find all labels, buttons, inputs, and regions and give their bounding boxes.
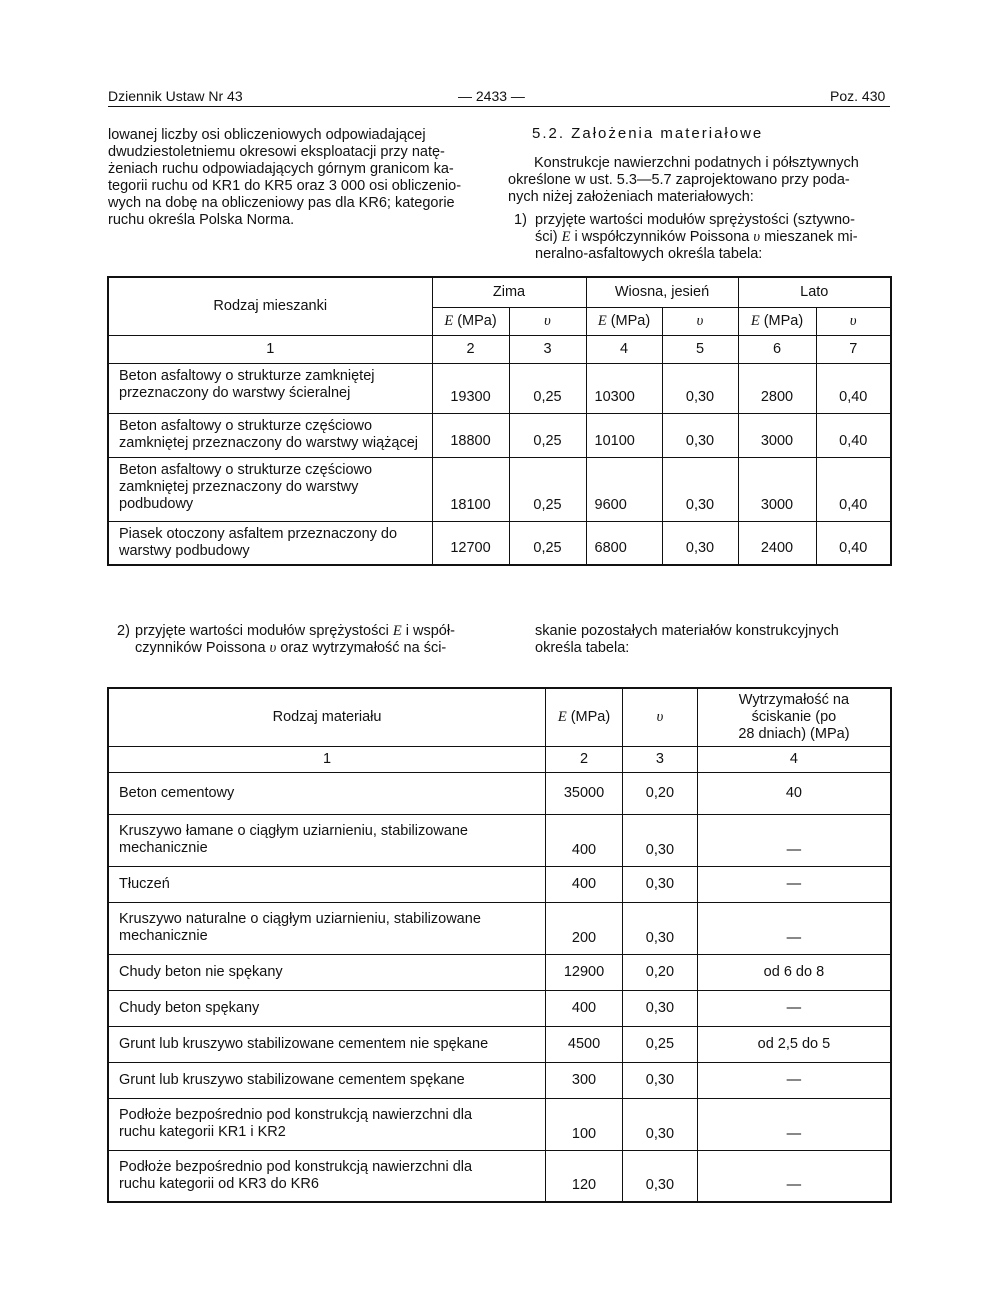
cell-e: 120	[546, 1150, 623, 1202]
text-span: i współ-	[401, 623, 455, 639]
text-line: lowanej liczby osi obliczeniowych odpowiadającej	[108, 127, 426, 143]
text-line: skanie pozostałych materiałów konstrukcyjnych	[535, 623, 839, 639]
cell-nu: 0,20	[622, 772, 697, 814]
text-line: żeniach ruchu odpowiadających górnym granicom ka-	[108, 161, 454, 177]
col-header-material-type: Rodzaj materiału	[108, 688, 546, 746]
cell-strength: —	[697, 902, 891, 954]
cell-nu: 0,25	[509, 457, 586, 521]
column-number: 1	[108, 335, 432, 363]
col-header-nu: υ	[662, 307, 738, 335]
column-number: 1	[108, 746, 546, 772]
cell-e: 400	[546, 990, 623, 1026]
text-line	[535, 229, 890, 246]
row-label: Podłoże bezpośrednio pod konstrukcją nawierzchni dla ruchu kategorii od KR3 do KR6	[108, 1150, 546, 1202]
unit-label: (MPa)	[606, 312, 651, 329]
symbol-e: E	[444, 312, 454, 329]
cell-nu: 0,30	[662, 413, 738, 457]
cell-e: 6800	[586, 521, 662, 565]
col-header-strength: Wytrzymałość na ściskanie (po 28 dniach) (MPa)	[697, 688, 891, 746]
cell-strength: —	[697, 1150, 891, 1202]
col-header-e	[546, 688, 623, 746]
text-line: nych niżej założeniach materiałowych:	[508, 189, 754, 205]
symbol-nu: υ	[269, 640, 277, 656]
section-intro	[508, 155, 890, 206]
cell-e: 400	[546, 814, 623, 866]
cell-nu: 0,30	[662, 363, 738, 413]
column-number: 3	[622, 746, 697, 772]
unit-label: (MPa)	[566, 708, 611, 725]
text-span: oraz wytrzymałość na ści-	[276, 640, 447, 656]
cell-e: 2400	[738, 521, 816, 565]
cell-nu: 0,25	[509, 413, 586, 457]
row-label: Chudy beton spękany	[108, 990, 546, 1026]
cell-nu: 0,25	[509, 363, 586, 413]
cell-e: 4500	[546, 1026, 623, 1062]
table-row	[108, 1098, 891, 1150]
row-label: Beton asfaltowy o strukturze częściowo zamkniętej przeznaczony do warstwy podbudowy	[108, 457, 432, 521]
cell-strength: od 2,5 do 5	[697, 1026, 891, 1062]
symbol-e: E	[392, 623, 402, 639]
cell-e: 18100	[432, 457, 509, 521]
text-line: Konstrukcje nawierzchni podatnych i półsztywnych	[534, 155, 859, 171]
cell-strength: 40	[697, 772, 891, 814]
header-page-number: — 2433 —	[458, 88, 525, 104]
table-row	[108, 1062, 891, 1098]
table-row	[108, 413, 891, 457]
cell-e: 18800	[432, 413, 509, 457]
row-label: Podłoże bezpośrednio pod konstrukcją nawierzchni dla ruchu kategorii KR1 i KR2	[108, 1098, 546, 1150]
col-header-spring-autumn: Wiosna, jesień	[586, 277, 738, 307]
header-rule	[108, 106, 890, 107]
row-label: Tłuczeń	[108, 866, 546, 902]
text-line: określa tabela:	[535, 640, 630, 656]
table-row	[108, 457, 891, 521]
list-item-1	[514, 212, 890, 263]
symbol-e: E	[597, 312, 607, 329]
cell-e: 300	[546, 1062, 623, 1098]
column-number: 3	[509, 335, 586, 363]
row-label: Kruszywo łamane o ciągłym uziarnieniu, stabilizowane mechanicznie	[108, 814, 546, 866]
text-line	[135, 640, 490, 657]
row-label: Kruszywo naturalne o ciągłym uziarnieniu, stabilizowane mechanicznie	[108, 902, 546, 954]
column-number: 2	[546, 746, 623, 772]
cell-e: 19300	[432, 363, 509, 413]
column-number: 5	[662, 335, 738, 363]
header-position: Poz. 430	[830, 88, 886, 104]
list-item-2	[117, 623, 490, 657]
cell-e: 200	[546, 902, 623, 954]
cell-e: 10300	[586, 363, 662, 413]
col-header-nu: υ	[622, 688, 697, 746]
col-header-summer: Lato	[738, 277, 891, 307]
row-label: Grunt lub kruszywo stabilizowane cementem spękane	[108, 1062, 546, 1098]
table-construction-materials	[107, 687, 892, 1203]
text-line: wych na dobę na obliczeniowy pas dla KR6; kategorie	[108, 195, 455, 211]
col-header-nu: υ	[816, 307, 891, 335]
cell-e: 35000	[546, 772, 623, 814]
cell-e: 9600	[586, 457, 662, 521]
col-header-nu: υ	[509, 307, 586, 335]
left-column-paragraph	[108, 127, 490, 229]
cell-strength: —	[697, 1062, 891, 1098]
cell-nu: 0,30	[622, 990, 697, 1026]
cell-strength: —	[697, 990, 891, 1026]
cell-e: 100	[546, 1098, 623, 1150]
cell-nu: 0,30	[662, 457, 738, 521]
list-item-2-continuation	[535, 623, 890, 657]
text-line: tegorii ruchu od KR1 do KR5 oraz 3 000 osi obliczenio-	[108, 178, 462, 194]
cell-nu: 0,40	[816, 413, 891, 457]
text-span: przyjęte wartości modułów sprężystości	[135, 623, 393, 639]
table-row	[108, 990, 891, 1026]
cell-e: 3000	[738, 457, 816, 521]
cell-nu: 0,30	[622, 1062, 697, 1098]
cell-nu: 0,30	[622, 1150, 697, 1202]
column-number: 7	[816, 335, 891, 363]
row-label: Beton asfaltowy o strukturze zamkniętej przeznaczony do warstwy ścieralnej	[108, 363, 432, 413]
cell-strength: od 6 do 8	[697, 954, 891, 990]
col-header-mixture-type: Rodzaj mieszanki	[108, 277, 432, 335]
symbol-nu: υ	[753, 229, 761, 245]
list-number: 2)	[117, 623, 130, 639]
cell-nu: 0,25	[509, 521, 586, 565]
row-label: Beton asfaltowy o strukturze częściowo zamkniętej przeznaczony do warstwy wiążącej	[108, 413, 432, 457]
text-span: i współczynników Poissona	[570, 229, 754, 245]
table-row	[108, 902, 891, 954]
text-line: dwudziestoletniemu okresowi eksploatacji przy natę-	[108, 144, 445, 160]
symbol-e: E	[750, 312, 760, 329]
text-span: czynników Poissona	[135, 640, 270, 656]
table-row	[108, 1026, 891, 1062]
symbol-e: E	[561, 229, 571, 245]
column-number: 4	[697, 746, 891, 772]
cell-strength: —	[697, 866, 891, 902]
cell-nu: 0,30	[622, 902, 697, 954]
text-line: neralno-asfaltowych określa tabela:	[535, 246, 763, 262]
row-label: Beton cementowy	[108, 772, 546, 814]
column-number-row	[108, 335, 891, 363]
cell-e: 10100	[586, 413, 662, 457]
row-label: Grunt lub kruszywo stabilizowane cementem nie spękane	[108, 1026, 546, 1062]
text-line	[135, 623, 490, 640]
row-label: Chudy beton nie spękany	[108, 954, 546, 990]
col-header-e	[432, 307, 509, 335]
unit-label: (MPa)	[759, 312, 804, 329]
cell-nu: 0,25	[622, 1026, 697, 1062]
cell-e: 12900	[546, 954, 623, 990]
column-number: 6	[738, 335, 816, 363]
col-header-e	[586, 307, 662, 335]
section-heading: 5.2. Założenia materiałowe	[532, 125, 764, 142]
list-number: 1)	[514, 212, 527, 228]
cell-nu: 0,40	[816, 363, 891, 413]
symbol-e: E	[557, 708, 567, 725]
table-row	[108, 866, 891, 902]
cell-e: 12700	[432, 521, 509, 565]
text-line: określone w ust. 5.3—5.7 zaprojektowano przy poda-	[508, 172, 850, 188]
text-line: przyjęte wartości modułów sprężystości (sztywno-	[535, 212, 855, 228]
table-row	[108, 363, 891, 413]
cell-strength: —	[697, 1098, 891, 1150]
table-asphalt-mixtures	[107, 276, 892, 566]
table-row	[108, 954, 891, 990]
cell-e: 2800	[738, 363, 816, 413]
cell-e: 400	[546, 866, 623, 902]
col-header-winter: Zima	[432, 277, 586, 307]
column-number-row	[108, 746, 891, 772]
cell-nu: 0,30	[622, 866, 697, 902]
cell-nu: 0,30	[662, 521, 738, 565]
table-row	[108, 814, 891, 866]
unit-label: (MPa)	[453, 312, 497, 329]
cell-e: 3000	[738, 413, 816, 457]
table-row	[108, 772, 891, 814]
cell-strength: —	[697, 814, 891, 866]
column-number: 2	[432, 335, 509, 363]
cell-nu: 0,40	[816, 457, 891, 521]
text-span: mieszanek mi-	[760, 229, 858, 245]
col-header-e	[738, 307, 816, 335]
column-number: 4	[586, 335, 662, 363]
text-span: ści)	[535, 229, 562, 245]
table-row	[108, 521, 891, 565]
header-journal: Dziennik Ustaw Nr 43	[108, 88, 243, 104]
text-line: ruchu określa Polska Norma.	[108, 212, 295, 228]
table-row	[108, 1150, 891, 1202]
row-label: Piasek otoczony asfaltem przeznaczony do warstwy podbudowy	[108, 521, 432, 565]
cell-nu: 0,30	[622, 814, 697, 866]
cell-nu: 0,40	[816, 521, 891, 565]
cell-nu: 0,20	[622, 954, 697, 990]
cell-nu: 0,30	[622, 1098, 697, 1150]
